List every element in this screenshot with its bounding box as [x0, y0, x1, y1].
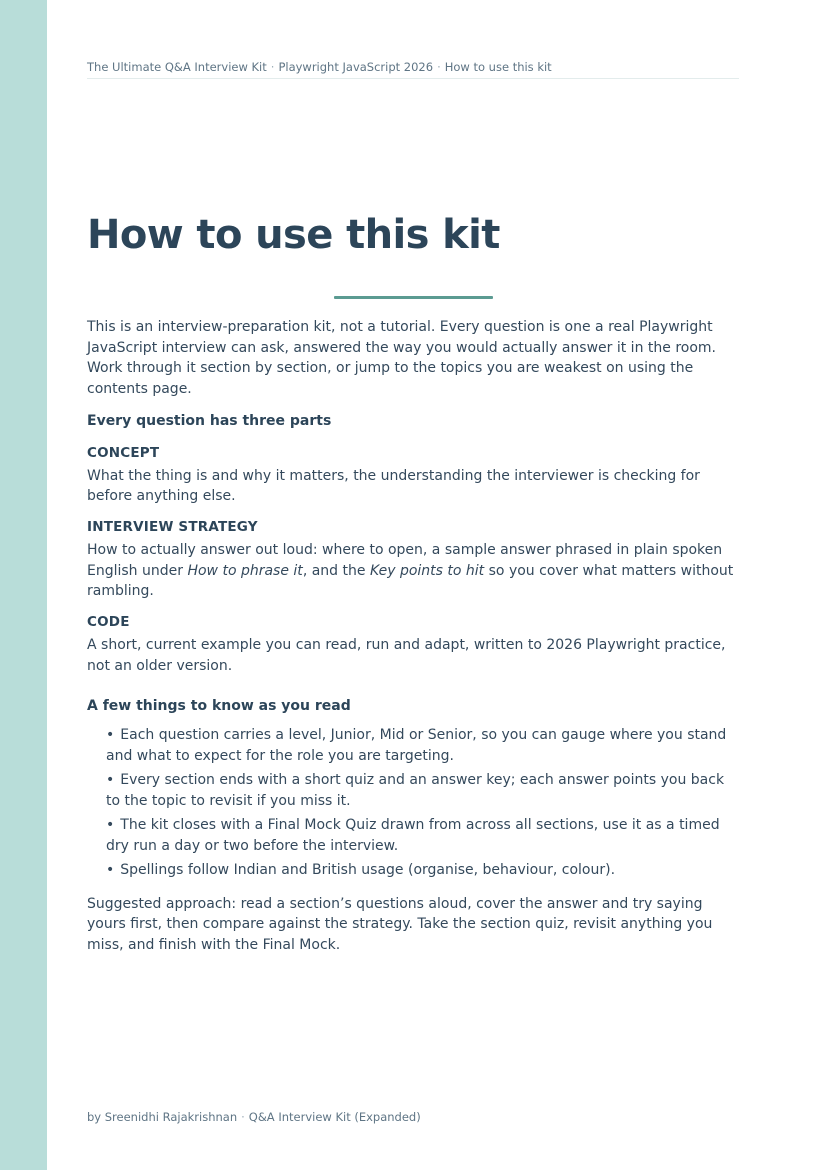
- bullet-icon: •: [106, 727, 115, 744]
- page-title: How to use this kit: [87, 212, 500, 258]
- strategy-desc-after: so you cover what matters without rambling.: [87, 562, 734, 600]
- know-heading: A few things to know as you read: [87, 698, 351, 715]
- concept-label: CONCEPT: [87, 444, 160, 461]
- concept-description: What the thing is and why it matters, the understanding the interviewer is checking for before anything else.: [87, 467, 700, 505]
- intro-paragraph: This is an interview-preparation kit, not a tutorial. Every question is one a real Playwright JavaScript interview can ask, answered the way you would actually answer it in the room. Work through it section by section, or jump to the topics you are weakest on using the contents page.: [87, 319, 716, 398]
- bullet-icon: •: [106, 772, 115, 789]
- header-section: How to use this kit: [444, 60, 552, 74]
- running-footer: [87, 1110, 421, 1124]
- body-content: [87, 317, 739, 956]
- footer-edition: Q&A Interview Kit (Expanded): [248, 1110, 421, 1124]
- list-item: [106, 815, 739, 856]
- running-header: [87, 60, 739, 79]
- parts-heading: Every question has three parts: [87, 412, 332, 429]
- side-color-band: [0, 0, 47, 1170]
- header-kit-name: The Ultimate Q&A Interview Kit: [87, 60, 267, 74]
- title-underline-rule: [334, 296, 493, 299]
- tips-list: [87, 725, 739, 880]
- list-item: [106, 725, 739, 766]
- list-item: [106, 860, 739, 881]
- bullet-icon: •: [106, 861, 115, 878]
- header-separator: ·: [270, 60, 275, 74]
- phrase-it-term: How to phrase it: [187, 562, 303, 579]
- tip-text: Spellings follow Indian and British usage (organise, behaviour, colour).: [120, 861, 616, 878]
- header-subject: Playwright JavaScript 2026: [278, 60, 434, 74]
- strategy-desc-middle: , and the: [302, 562, 370, 579]
- code-description: A short, current example you can read, run and adapt, written to 2026 Playwright practice, not an older version.: [87, 637, 726, 674]
- header-separator: ·: [437, 60, 441, 74]
- code-label: CODE: [87, 614, 130, 631]
- key-points-term: Key points to hit: [369, 562, 485, 579]
- tip-text: Each question carries a level, Junior, Mid or Senior, so you can gauge where you stand and what to expect for the role you are targeting.: [106, 727, 727, 764]
- footer-separator: ·: [241, 1110, 245, 1124]
- list-item: [106, 770, 739, 811]
- approach-paragraph: Suggested approach: read a section’s questions aloud, cover the answer and try saying yours first, then compare against the strategy. Take the section quiz, revisit anything you miss, and finish with the Final Mock.: [87, 895, 713, 953]
- strategy-desc-before: How to actually answer out loud: where to open, a sample answer phrased in plain spoken English under: [87, 541, 723, 579]
- tip-text: Every section ends with a short quiz and an answer key; each answer points you back to the topic to revisit if you miss it.: [106, 772, 725, 809]
- tip-text: The kit closes with a Final Mock Quiz drawn from across all sections, use it as a timed dry run a day or two before the interview.: [106, 816, 720, 854]
- strategy-description: [87, 540, 739, 602]
- footer-author: by Sreenidhi Rajakrishnan: [87, 1110, 238, 1124]
- bullet-icon: •: [106, 816, 115, 833]
- strategy-label: INTERVIEW STRATEGY: [87, 518, 258, 535]
